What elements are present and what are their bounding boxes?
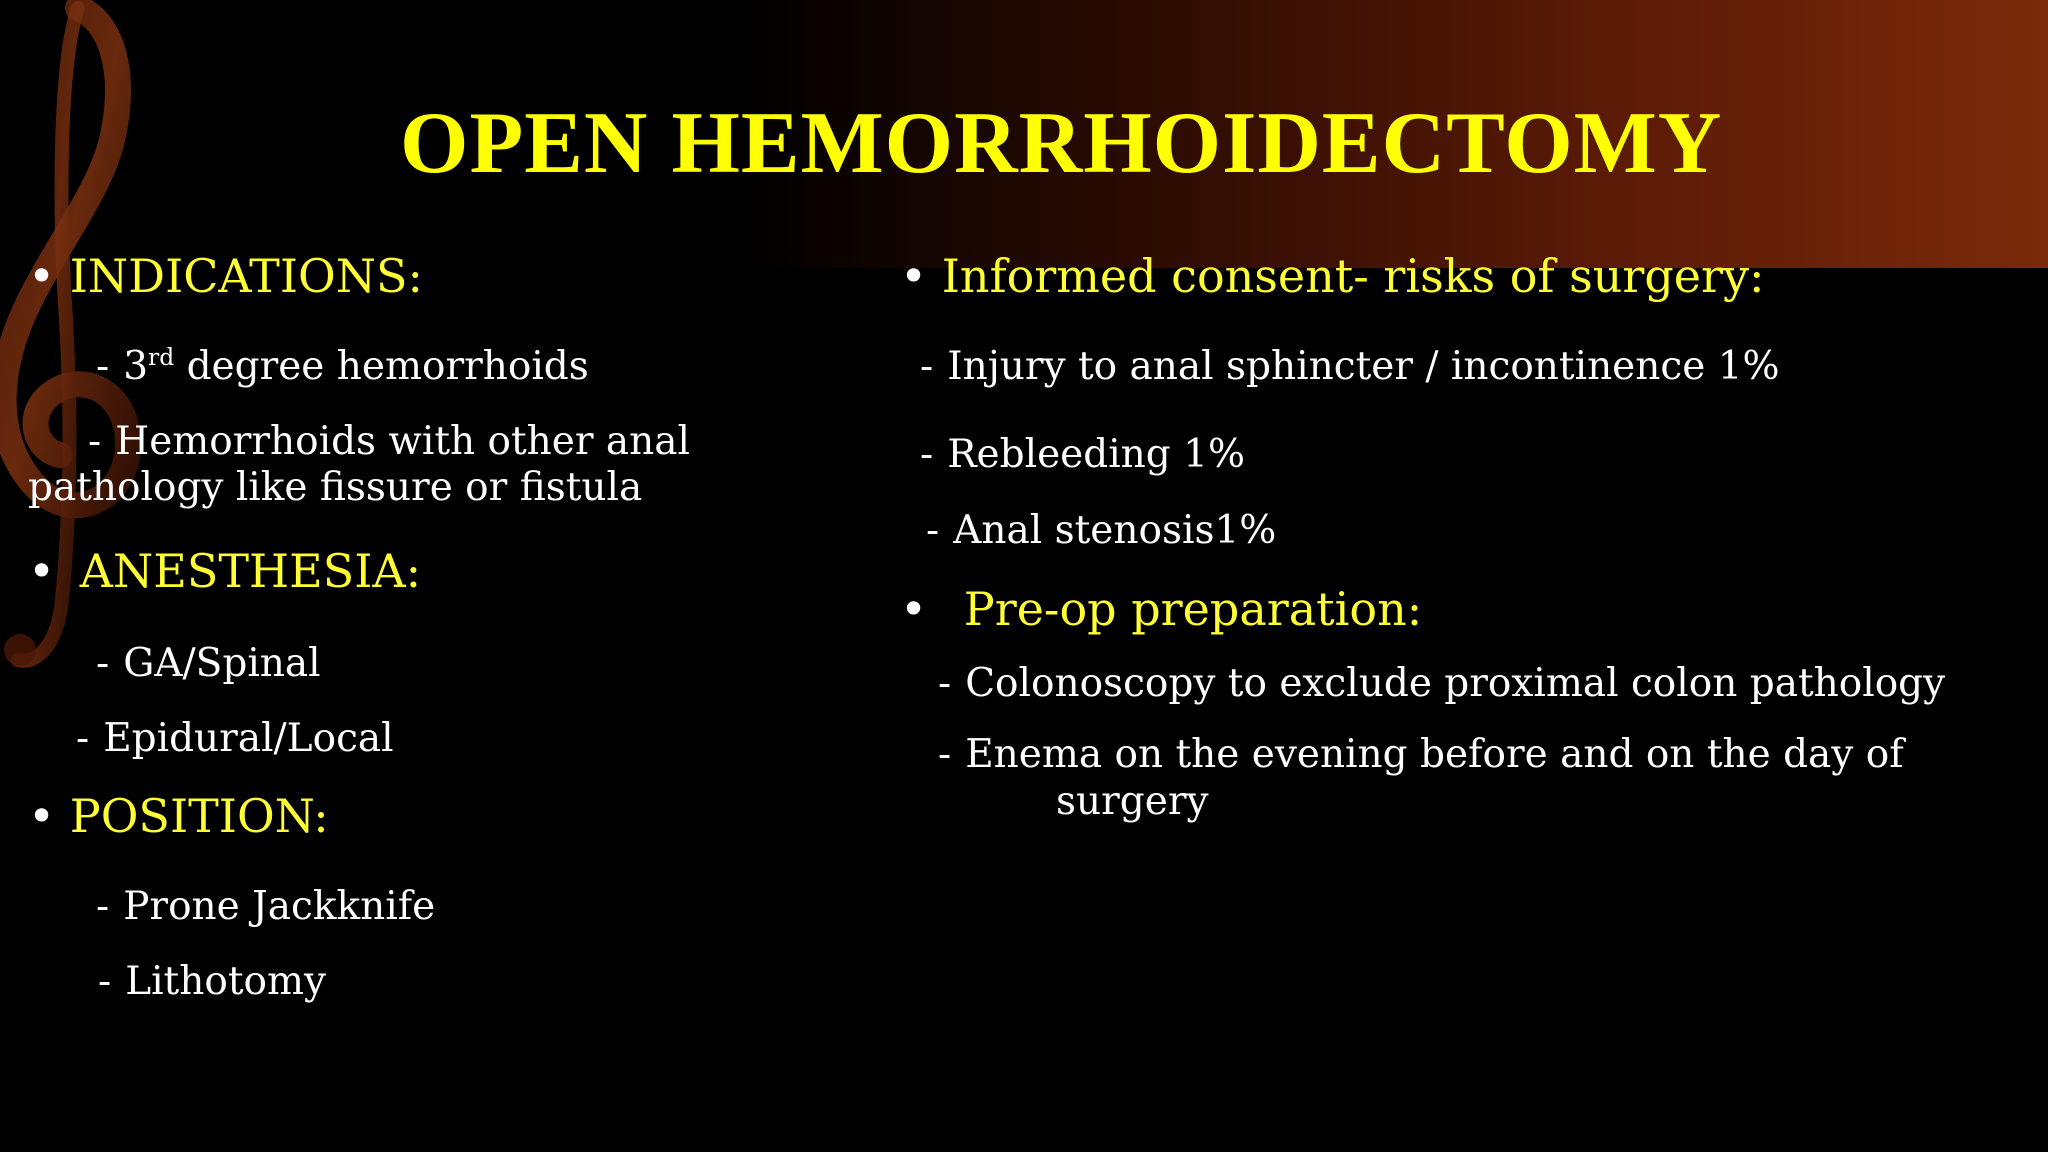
position-item-lithotomy — [98, 960, 326, 1005]
dash-icon: - — [938, 732, 952, 777]
preop-item-enema — [938, 733, 1904, 778]
position-item-prone — [96, 885, 435, 930]
slide-title: OPEN HEMORRHOIDECTOMY — [400, 95, 1723, 192]
indication-item-other-pathology-cont: pathology like fissure or fistula — [28, 465, 643, 510]
heading-text: Informed consent- risks of surgery: — [941, 249, 1765, 303]
preop-item-colonoscopy — [938, 662, 1945, 707]
indications-heading — [28, 250, 423, 303]
anesthesia-item-text: Epidural/Local — [103, 716, 394, 761]
bullet-icon: • — [28, 789, 56, 843]
consent-item-text: Anal stenosis1% — [953, 508, 1277, 553]
indication-item-degree — [96, 345, 589, 390]
preop-heading — [900, 583, 1422, 636]
position-heading — [28, 790, 329, 843]
consent-item-text: Injury to anal sphincter / incontinence 1% — [947, 344, 1780, 389]
bullet-icon: • — [900, 582, 928, 636]
dash-icon: - — [920, 432, 934, 477]
consent-item-stenosis — [926, 509, 1276, 554]
dash-icon: - — [96, 884, 110, 929]
anesthesia-item-epidural — [76, 717, 394, 762]
dash-icon: - — [926, 508, 940, 553]
consent-item-rebleeding — [920, 433, 1245, 478]
anesthesia-heading — [28, 545, 421, 598]
preop-item-enema-cont: surgery — [1056, 779, 1209, 824]
indication-item-text: degree hemorrhoids — [174, 344, 589, 389]
dash-icon: - — [88, 419, 102, 464]
heading-text: POSITION: — [69, 789, 329, 843]
dash-icon: - — [76, 716, 90, 761]
indication-item-suffix: rd — [148, 343, 175, 371]
dash-icon: - — [98, 959, 112, 1004]
consent-item-text: Rebleeding 1% — [947, 432, 1246, 477]
indication-item-other-pathology — [88, 420, 690, 465]
anesthesia-item-ga — [96, 642, 321, 687]
dash-icon: - — [96, 344, 110, 389]
position-item-text: Lithotomy — [125, 959, 326, 1004]
bullet-icon: • — [28, 249, 56, 303]
anesthesia-item-text: GA/Spinal — [123, 641, 321, 686]
indication-item-number: 3 — [123, 344, 149, 389]
preop-item-text: Colonoscopy to exclude proximal colon pathology — [965, 661, 1946, 706]
heading-text: INDICATIONS: — [69, 249, 423, 303]
preop-item-text: Enema on the evening before and on the day of — [965, 732, 1904, 777]
dash-icon: - — [96, 641, 110, 686]
position-item-text: Prone Jackknife — [123, 884, 436, 929]
heading-text: Pre-op preparation: — [963, 582, 1423, 636]
consent-item-sphincter — [920, 345, 1780, 390]
heading-text: ANESTHESIA: — [79, 544, 422, 598]
bullet-icon: • — [900, 249, 928, 303]
dash-icon: - — [938, 661, 952, 706]
indication-item-text: Hemorrhoids with other anal — [115, 419, 690, 464]
bullet-icon: • — [28, 544, 56, 598]
consent-heading — [900, 250, 1765, 303]
dash-icon: - — [920, 344, 934, 389]
